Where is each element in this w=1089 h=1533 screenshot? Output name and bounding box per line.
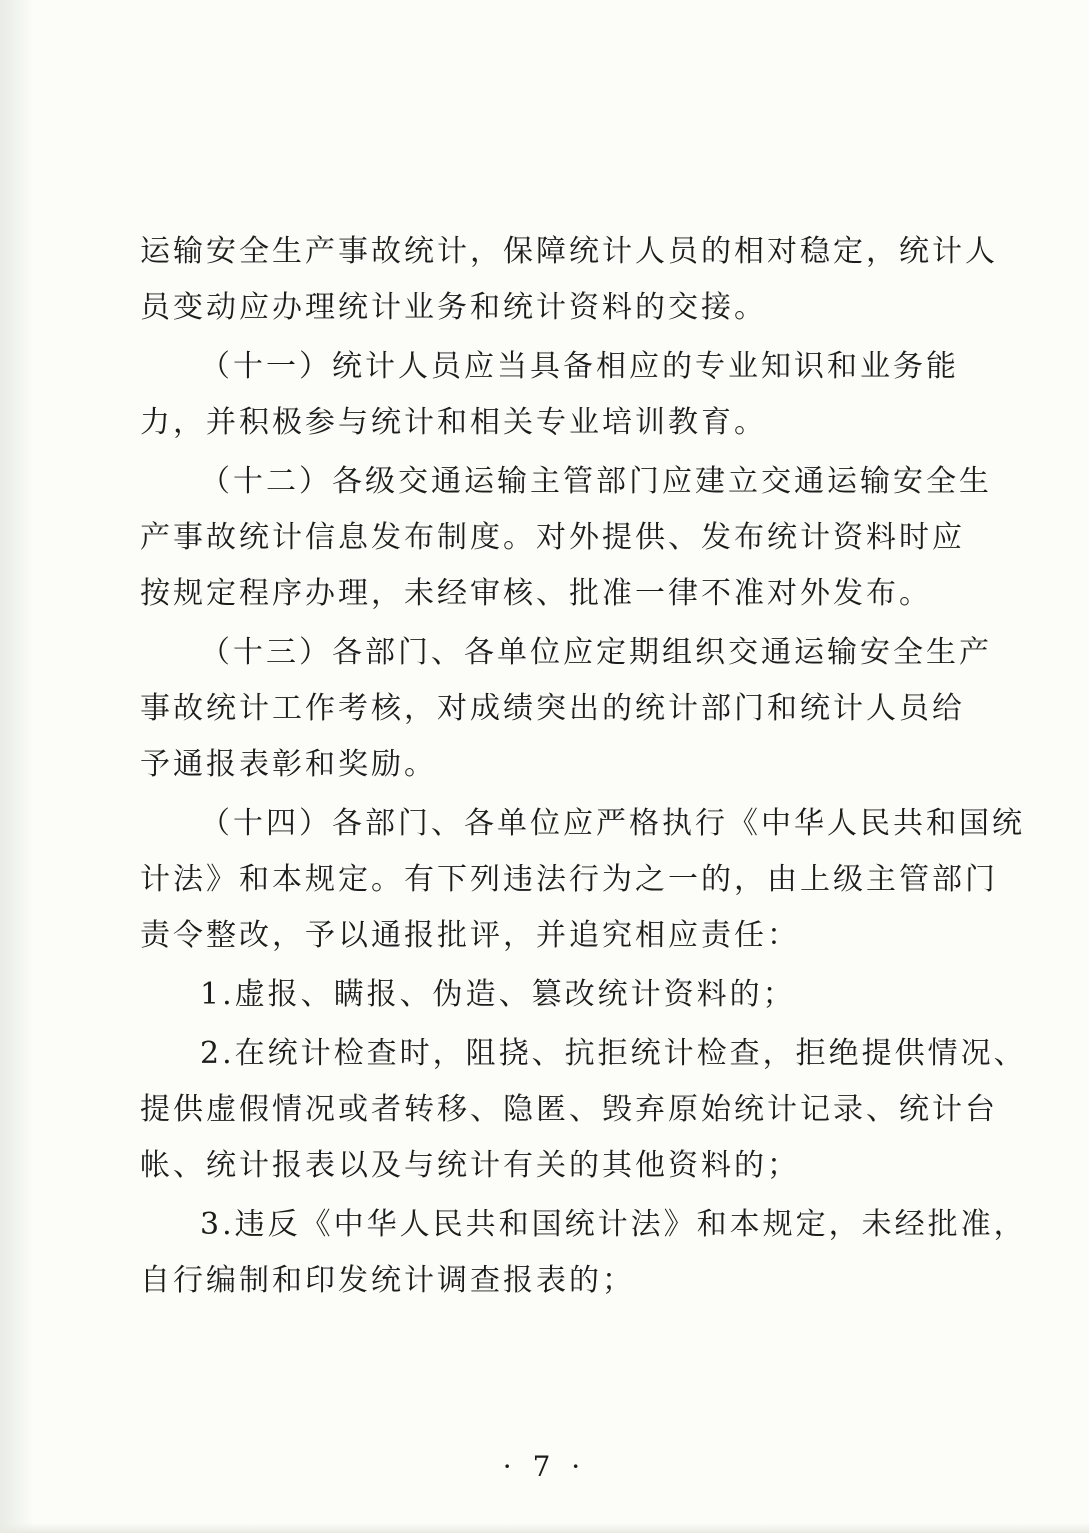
text-line-11: （十四）各部门、各单位应严格执行《中华人民共和国统 [200, 806, 1025, 841]
text-line-16: 提供虚假情况或者转移、隐匿、毁弃原始统计记录、统计台 [140, 1092, 998, 1127]
text-line-14: 1.虚报、瞒报、伪造、篡改统计资料的； [200, 977, 796, 1012]
document-body [140, 224, 1027, 1309]
text-line-5: （十二）各级交通运输主管部门应建立交通运输安全生 [200, 464, 992, 499]
text-line-15: 2.在统计检查时，阻挠、抗拒统计检查，拒绝提供情况、 [200, 1036, 1027, 1071]
text-line-18: 3.违反《中华人民共和国统计法》和本规定，未经批准， [200, 1207, 1027, 1242]
text-line-9: 事故统计工作考核，对成绩突出的统计部门和统计人员给 [140, 691, 965, 726]
text-line-8: （十三）各部门、各单位应定期组织交通运输安全生产 [200, 635, 992, 670]
text-line-3: （十一）统计人员应当具备相应的专业知识和业务能 [200, 349, 959, 384]
text-line-17: 帐、统计报表以及与统计有关的其他资料的； [140, 1148, 800, 1183]
text-line-10: 予通报表彰和奖励。 [140, 747, 437, 782]
text-line-4: 力，并积极参与统计和相关专业培训教育。 [140, 405, 767, 440]
page-number: · 7 · [502, 1450, 587, 1483]
text-line-13: 责令整改，予以通报批评，并追究相应责任： [140, 918, 800, 953]
text-line-1: 运输安全生产事故统计，保障统计人员的相对稳定，统计人 [140, 234, 998, 269]
text-line-19: 自行编制和印发统计调查报表的； [140, 1263, 635, 1298]
text-line-7: 按规定程序办理，未经审核、批准一律不准对外发布。 [140, 576, 932, 611]
text-line-12: 计法》和本规定。有下列违法行为之一的，由上级主管部门 [140, 862, 998, 897]
text-line-6: 产事故统计信息发布制度。对外提供、发布统计资料时应 [140, 520, 965, 555]
text-line-2: 员变动应办理统计业务和统计资料的交接。 [140, 290, 767, 325]
